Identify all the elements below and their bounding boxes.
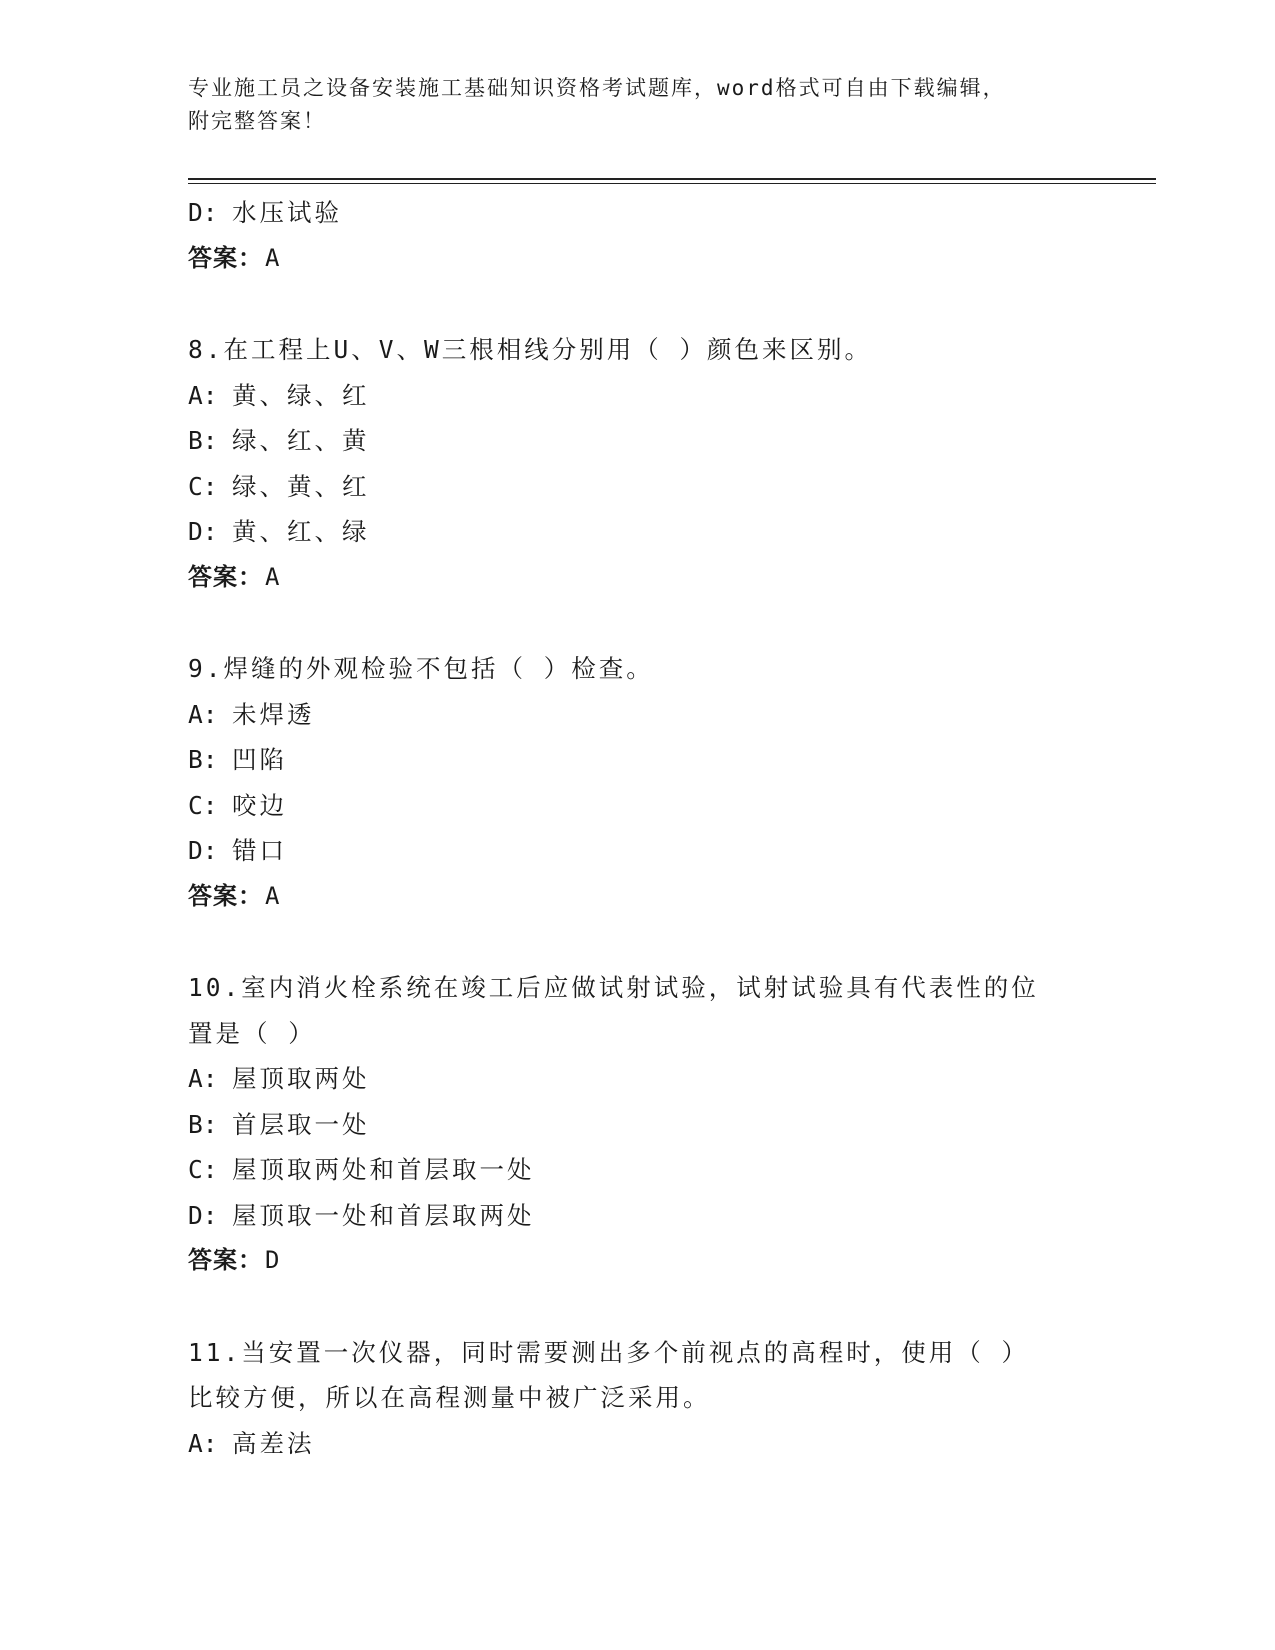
option-label: D: — [188, 836, 218, 865]
option-label: A: — [188, 1064, 218, 1093]
answer-line — [188, 236, 1088, 282]
option-c — [188, 783, 1088, 829]
option-d — [188, 1193, 1088, 1239]
option-label: B: — [188, 1109, 218, 1139]
answer-line — [188, 1238, 1088, 1284]
option-text: 屋顶取两处和首层取一处 — [232, 1155, 535, 1184]
question-list — [188, 190, 1088, 1466]
question-9 — [188, 646, 1088, 919]
answer-label: 答案： — [188, 243, 263, 272]
option-text: 高差法 — [232, 1428, 315, 1458]
option-d — [188, 190, 1088, 236]
option-text: 屋顶取两处 — [232, 1064, 370, 1093]
answer-label: 答案： — [188, 562, 263, 591]
question-gap — [188, 600, 1088, 646]
question-stem-continued: 比较方便，所以在高程测量中被广泛采用。 — [188, 1383, 711, 1412]
answer-label: 答案： — [188, 1246, 263, 1274]
option-label: D: — [188, 1200, 218, 1230]
option-d — [188, 828, 1088, 874]
question-stem: 8.在工程上U、V、W三根相线分别用（ ）颜色来区别。 — [188, 335, 872, 364]
option-a — [188, 1421, 1088, 1467]
option-text: 绿、黄、红 — [232, 471, 370, 501]
option-b — [188, 1102, 1088, 1148]
answer-value: A — [265, 881, 281, 910]
option-a — [188, 1056, 1088, 1102]
option-label: C: — [188, 1155, 218, 1184]
header-line-2: 附完整答案！ — [188, 109, 326, 133]
option-b — [188, 418, 1088, 464]
question-10 — [188, 965, 1088, 1284]
question-11 — [188, 1330, 1088, 1467]
option-text: 首层取一处 — [232, 1109, 370, 1139]
question-stem-continued: 置是（ ） — [188, 1018, 316, 1048]
option-c — [188, 464, 1088, 510]
header-rule-thin — [188, 183, 1156, 184]
option-a — [188, 692, 1088, 738]
option-label: D: — [188, 517, 218, 546]
option-text: 咬边 — [232, 790, 287, 820]
question-8 — [188, 327, 1088, 600]
answer-value: D — [265, 1246, 281, 1274]
answer-label: 答案： — [188, 881, 263, 910]
question-stem: 11.当安置一次仪器，同时需要测出多个前视点的高程时，使用（ ） — [188, 1337, 1029, 1367]
question-gap — [188, 281, 1088, 327]
option-label: B: — [188, 426, 218, 455]
option-d — [188, 509, 1088, 555]
header-line-1: 专业施工员之设备安装施工基础知识资格考试题库，word格式可自由下载编辑， — [188, 76, 1006, 100]
question-stem: 10.室内消火栓系统在竣工后应做试射试验，试射试验具有代表性的位 — [188, 973, 1039, 1002]
option-text: 屋顶取一处和首层取两处 — [232, 1200, 535, 1230]
option-text: 未焊透 — [232, 699, 315, 729]
option-label: C: — [188, 790, 218, 820]
document-header — [188, 72, 1088, 138]
header-rule-thick — [188, 178, 1156, 180]
option-text: 黄、绿、红 — [232, 380, 370, 410]
option-text: 黄、红、绿 — [232, 517, 370, 546]
question-gap — [188, 1284, 1088, 1330]
option-text: 错口 — [232, 836, 287, 865]
answer-value: A — [265, 562, 281, 591]
option-label: A: — [188, 699, 218, 729]
option-label: C: — [188, 471, 218, 501]
option-label: A: — [188, 380, 218, 410]
option-label: B: — [188, 745, 218, 774]
answer-line — [188, 555, 1088, 601]
option-text: 水压试验 — [232, 198, 342, 227]
question-stem: 9.焊缝的外观检验不包括（ ）检查。 — [188, 654, 654, 683]
answer-line — [188, 874, 1088, 920]
option-b — [188, 737, 1088, 783]
question-gap — [188, 919, 1088, 965]
option-label: D: — [188, 198, 218, 227]
option-a — [188, 373, 1088, 419]
option-text: 绿、红、黄 — [232, 426, 370, 455]
option-label: A: — [188, 1428, 218, 1458]
option-c — [188, 1147, 1088, 1193]
option-text: 凹陷 — [232, 745, 287, 774]
answer-value: A — [265, 243, 281, 272]
